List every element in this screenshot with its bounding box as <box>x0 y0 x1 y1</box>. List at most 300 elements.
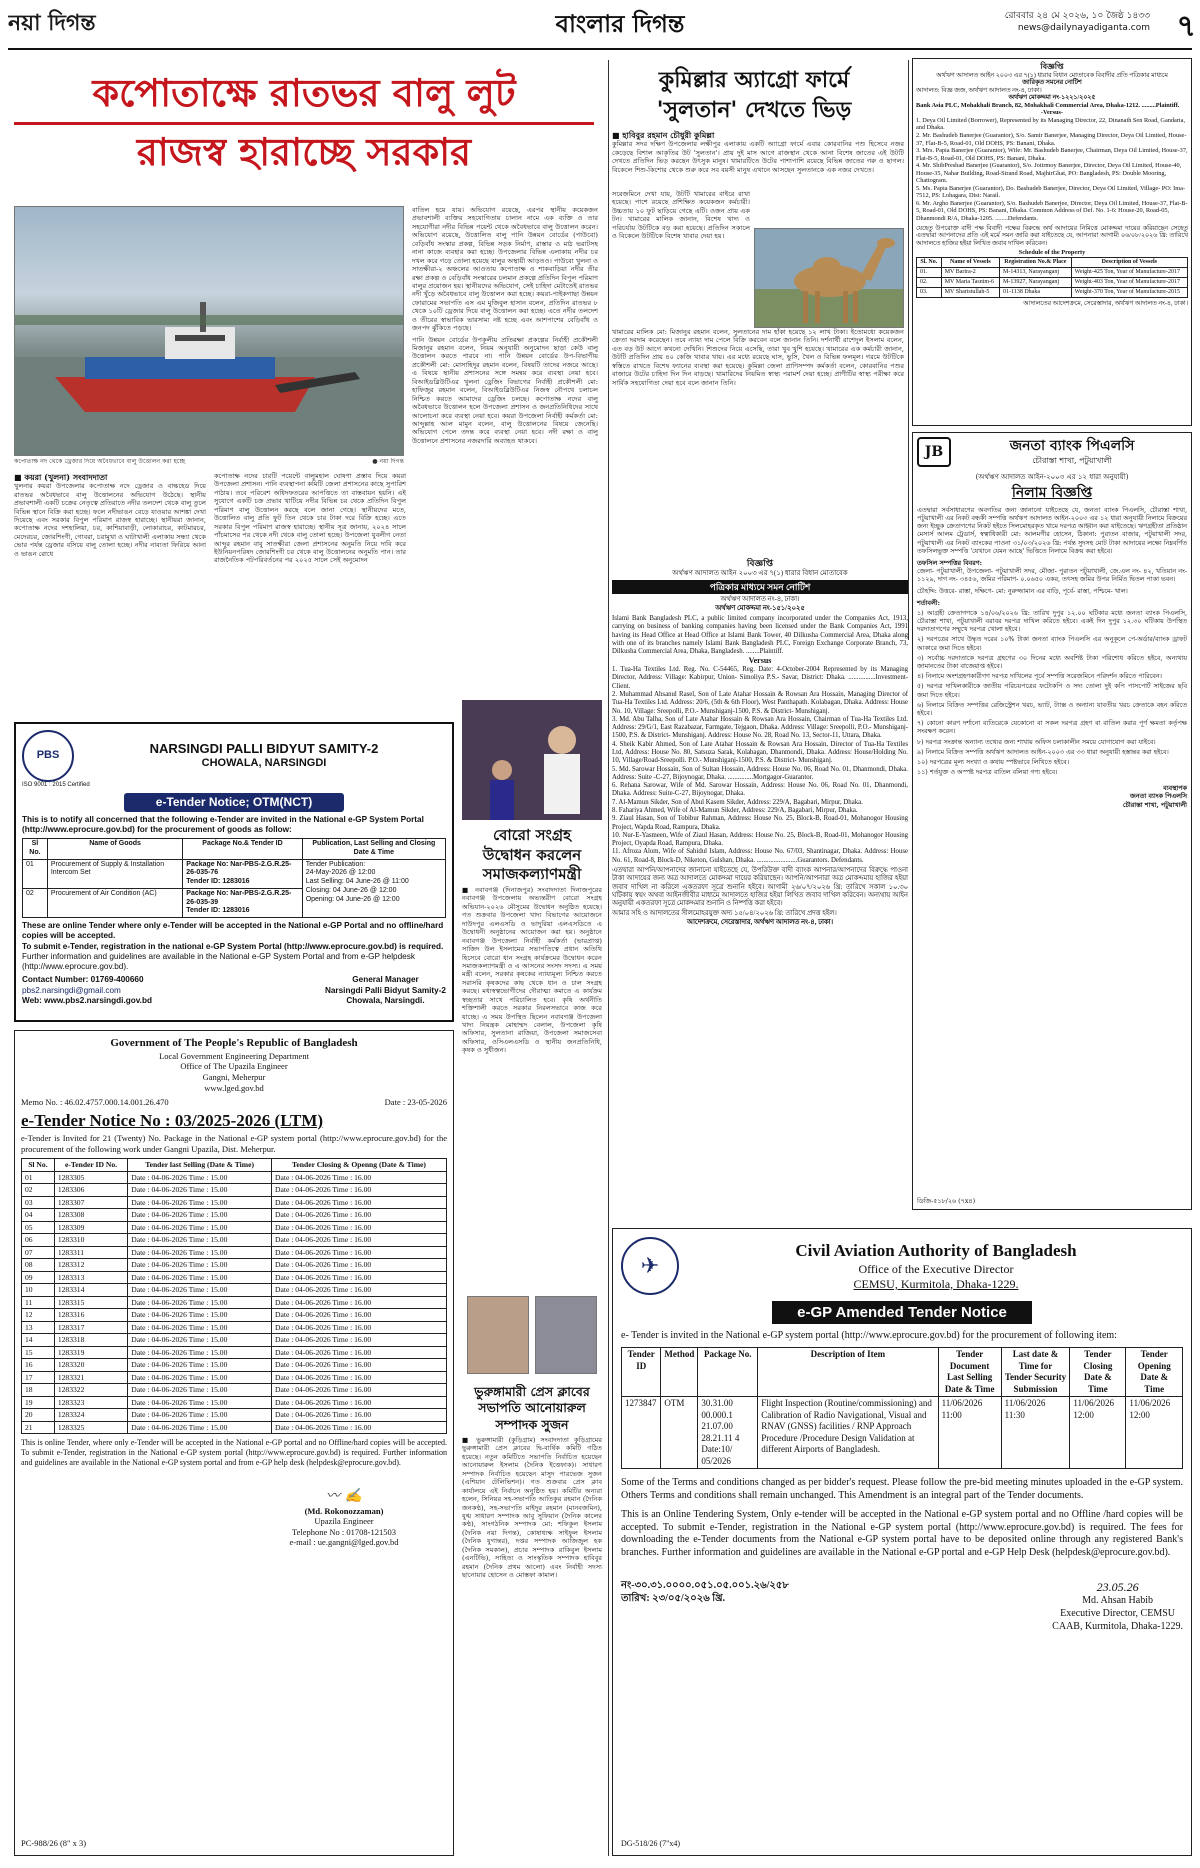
janata-sign-2: জনতা ব্যাংক পিএলসি <box>1130 792 1187 801</box>
tender-id: Tender ID: 1283016 <box>186 878 250 885</box>
table-cell: 1283307 <box>54 1196 127 1208</box>
narsingdi-web[interactable]: Web: www.pbs2.narsingdi.gov.bd <box>22 995 152 1005</box>
table-row <box>22 1209 447 1221</box>
lged-date: Date : 23-05-2026 <box>384 1097 447 1108</box>
narsingdi-sign-3: Chowala, Narsingdi. <box>346 995 425 1005</box>
schedule-row <box>917 267 1188 277</box>
caption-text: কপোতাক্ষ নদ থেকে ড্রেজার দিয়ে অবৈধভাবে বালু উত্তোলন করা হচ্ছে <box>14 458 186 465</box>
narsingdi-sign-1: General Manager <box>352 975 419 985</box>
janata-heading <box>957 438 1187 466</box>
table-row <box>22 1246 447 1258</box>
masthead-rule <box>8 48 1192 50</box>
table-cell: 1283317 <box>54 1321 127 1333</box>
lged-email[interactable]: e-mail : ue.gangni@lged.gov.bd <box>289 1537 399 1548</box>
defendant-entry: 11. Afroza Alom, Wife of Sahidul Islam, Address: House No. 67/03, Shantinagar, Dhaka. Address: House No. 61, Road-8, Block-D, Niketon, Gulshan, Dhaka. ........................Guarantors. Defendants. <box>612 848 908 864</box>
table-cell: Date : 04-06-2026 Time : 16.00 <box>272 1234 447 1246</box>
table-cell: 1283305 <box>54 1171 127 1183</box>
table-cell: Date : 04-06-2026 Time : 16.00 <box>272 1271 447 1283</box>
table-cell: Date : 04-06-2026 Time : 16.00 <box>272 1309 447 1321</box>
janata-term: ৯) নিলামে বিক্রিত সম্পত্তি অর্থঋণ আদালত আইন-২০০৩ এর ৩৩ ধারা অনুযায়ী হস্তান্তর করা হইবে। <box>917 747 1169 756</box>
caab-table <box>621 1347 1183 1469</box>
narsingdi-tender <box>14 722 454 1022</box>
tender-sl: 02 <box>23 888 48 917</box>
table-cell: 21 <box>22 1421 55 1433</box>
table-cell: 07 <box>22 1246 55 1258</box>
schedule-header: Registration No.& Place <box>1000 257 1072 267</box>
table-cell: 09 <box>22 1271 55 1283</box>
table-cell: Date : 04-06-2026 Time : 15.00 <box>128 1221 272 1233</box>
table-cell: Date : 04-06-2026 Time : 15.00 <box>128 1421 272 1433</box>
boro-headline-2: উদ্বোধন করলেন <box>482 845 582 864</box>
press-photo-president <box>467 1296 529 1374</box>
table-cell: 20 <box>22 1409 55 1421</box>
schedule-row <box>917 278 1188 288</box>
table-cell: 02 <box>22 1184 55 1196</box>
table-cell: 1283321 <box>54 1371 127 1383</box>
caab-header: Tender Closing Date & Time <box>1070 1347 1126 1396</box>
defendant-entry: 2. Muhammad Ahsanul Rasel, Son of Late Atahar Hossain & Rowsan Ara Hossain, Managing Director of Tua-Ha Textiles Ltd. Address: 20/6, (5th & 6th Floor), West Panthapath. Kolabagan, Dhaka. Address: House No. 10, Village: Sreepolli, P.O.- Munshiganj-1500, P.S. & District- Munshiganj. <box>612 691 908 715</box>
summons-plaintiff: Islami Bank Bangladesh PLC, a public limited company incorporated under the Companies Act, 1913, carrying on business of banking companies having been licensed under the Bank Companies Act, 1991 having its Head Office at Head Office at Islami Bank Tower, 40 Dilkusha Commercial Area, Dhaka along with one of its branches namely Islami Bank Bangladesh PLC, Foreign Exchange Corporate Branch, 73, Dilkusha Commercial Area, Dhaka, Bangladesh. ........Plaintiff. <box>612 615 908 656</box>
table-row <box>22 1184 447 1196</box>
table-cell: Date : 04-06-2026 Time : 15.00 <box>128 1396 272 1408</box>
table-cell: 1283306 <box>54 1184 127 1196</box>
caab-logo-icon: ✈ <box>621 1237 679 1295</box>
narsingdi-notice: e-Tender Notice; OTM(NCT) <box>124 793 344 812</box>
janata-term: ৫) দরপত্র দাখিলকারীকে জাতীয় পরিচয়পত্রের ফটোকপি ও সদ্য তোলা দুই কপি পাসপোর্ট সাইজের ছবি জমা দিতে হইবে। <box>917 682 1187 699</box>
tender-date-line: Opening: 04 June-26 @ 12:00 <box>305 895 400 903</box>
lged-web[interactable]: www.lged.gov.bd <box>204 1082 264 1093</box>
table-row <box>22 1346 447 1358</box>
narsingdi-footer <box>22 975 446 1006</box>
table-cell: Date : 04-06-2026 Time : 16.00 <box>272 1409 447 1421</box>
lged-title-3: Office of The Upazila Engineer <box>180 1061 288 1072</box>
table-cell: Date : 04-06-2026 Time : 16.00 <box>272 1171 447 1183</box>
schedule-cell: M-13927, Narayanganj <box>1000 278 1072 288</box>
tender-goods: Procurement of Supply & Installation Intercom Set <box>47 859 182 888</box>
table-cell: Date : 04-06-2026 Time : 15.00 <box>128 1259 272 1271</box>
table-row <box>22 1371 447 1383</box>
tender-goods: Procurement of Air Condition (AC) <box>47 888 182 917</box>
masthead-date: রোববার ২৪ মে ২০২৬, ১০ জৈষ্ঠ ১৪৩৩ <box>1004 11 1150 21</box>
table-cell: 1283309 <box>54 1221 127 1233</box>
summons-note: এতদ্বারা আপনি/আপনাদের জানানো যাইতেছে যে, উপরিউক্ত বাদী ব্যাংক আপনার/আপনাদের বিরুদ্ধে পাওনা টাকা আদায়ের জন্য অত্র আদালতে মোকদ্দমা দায়ের করিয়াছেন। আপনি/আপনারা অত্র মোকদ্দমায় হাজির হইয়া জবাব দাখিল না করিলে একতরফা সূত্রে শুনানি হইবে। আগামী ২৬/০৭/২০২৬ খ্রি: তারিখে সকাল ১০.৩০ ঘটিকায় স্বয়ং অথবা আইনজীবীর মাধ্যমে আদালতে হাজির হইয়া লিখিত জবাব দাখিল করিবেন। অন্যথায় আইন অনুযায়ী একতরফা সূত্রে মোকদ্দমার শুনানি ও নিষ্পত্তি করা হইবে। <box>612 866 908 908</box>
lged-notice: e-Tender Notice No : 03/2025-2026 (LTM) <box>21 1110 324 1130</box>
table-cell: 11 <box>22 1296 55 1308</box>
table-cell: Date : 04-06-2026 Time : 15.00 <box>128 1334 272 1346</box>
press-headline-2: সভাপতি আনোয়ারুল <box>478 1400 586 1416</box>
caab-note-2: This is an Online Tendering System, Only e-tender will be accepted in the National e-GP system portal and no Offline /hard copies will be accepted. To submit e-Tender, registration in the National e-GP system portal (http://www.eprocure.gov.bd) is required. The fees for downloading the e-Tender documents from the National e-GP system portal have to be deposited online through any registered Bank's branches. Further information and guidelines are available in the National e-GP portal and e-GP Help Desk (helpdesk@eprocure.gov.bd). <box>621 1508 1183 1559</box>
table-cell: 1283310 <box>54 1234 127 1246</box>
boro-headline-3: সমাজকল্যাণমন্ত্রী <box>482 865 582 883</box>
lead-column-1 <box>14 472 206 716</box>
schedule-cell: MV Barira-2 <box>941 267 999 277</box>
table-cell: 1283315 <box>54 1296 127 1308</box>
tender-header: Sl No. <box>23 839 48 860</box>
janata-term: ২) দরপত্রের সাথে উদ্ধৃত দরের ১০% টাকা জনতা ব্যাংক পিএলসি এর অনুকূলে পে-অর্ডার/ব্যাংক ড্রাফট আকারে জমা দিতে হইবে। <box>917 635 1187 652</box>
table-cell: 10 <box>22 1284 55 1296</box>
janata-term: ১০) দরপত্রের মূল্য সংখ্যা ও কথায় স্পষ্টভাবে লিখিতে হইবে। <box>917 757 1069 766</box>
camel-intro <box>612 130 904 186</box>
table-row <box>22 1421 447 1433</box>
camel-photo <box>754 228 904 328</box>
narsingdi-email[interactable]: pbs2.narsingdi@gmail.com <box>22 985 121 995</box>
table-cell: Date : 04-06-2026 Time : 15.00 <box>128 1184 272 1196</box>
janata-header <box>917 437 1187 467</box>
page-number: ৭ <box>1176 9 1196 44</box>
table-row <box>22 1296 447 1308</box>
lged-header: Tender last Selling (Date & Time) <box>128 1159 272 1171</box>
table-cell: 14 <box>22 1334 55 1346</box>
bankasia-note: যেহেতু উপরোক্ত বাদী পক্ষ বিবাদী পক্ষের বিরুদ্ধে অর্থ আদায়ের নিমিত্তে মোকদ্দমা দায়ের করিয়াছেন সেহেতু এতদ্বারা আপনাদের প্রতি এই মর্মে সমন জারি করা যাইতেছে যে, আপনারা আগামী ০৬/০৮/২০২৬ খ্রি: তারিখে আদালতে হাজির হইয়া লিখিত জবাব দাখিল করিবেন। <box>916 224 1188 247</box>
caab-sign-title: Executive Director, CEMSU <box>1060 1608 1176 1620</box>
table-cell: 04 <box>22 1209 55 1221</box>
lead-column-3 <box>412 206 598 716</box>
janata-schedule-head: তফসিল সম্পত্তির বিবরণ: <box>917 558 982 567</box>
table-row <box>22 1334 447 1346</box>
caab-cell: 11/06/2026 12:00 <box>1070 1397 1126 1469</box>
lged-signature-scribble: 〰 ✍ <box>326 1488 362 1505</box>
table-cell: 13 <box>22 1321 55 1333</box>
boro-body: ■ নবাবগঞ্জ (দিনাজপুর) সংবাদদাতা দিনাজপুরের নবাবগঞ্জ উপজেলায় অভ্যন্তরীণ বোরো সংগ্রহ অভিযান-২০২৬ মৌসুমের উদ্বোধন অনুষ্ঠিত হয়েছে। গত শুক্রবার উপজেলা খাদ্য বিভাগের আয়োজনে দাউদপুর এলএসডি ও ভাদুরিয়া এলএসডিতে এ উদ্বোধনী অনুষ্ঠানের আয়োজন করা হয়। অনুষ্ঠানে নবাবগঞ্জ উপজেলা নির্বাহী কর্মকর্তা (ভারপ্রাপ্ত) সাজিদ উল ইসলামের সভাপতিত্বে প্রধান অতিথি হিসেবে বোরো ধান সংগ্রহ কার্যক্রমের উদ্বোধন করেন সমাজকল্যাণমন্ত্রী ও এ আসনের সংসদ সদস্য। এ সময় মন্ত্রী বলেন, সরকার কৃষকের ন্যায্যমূল্য নিশ্চিত করতে সরাসরি কৃষকদের কাছ থেকে ধান ও চাল সংগ্রহ করছে। মধ্যস্বত্বভোগীদের দৌরাত্ম্য কমাতে এ কার্যক্রম স্বচ্ছতার সাথে পরিচালিত হবে। কৃষি অর্থনীতি শক্তিশালী করতে সরকার নিরলসভাবে কাজ করে যাচ্ছে। এ সময় উপস্থিত ছিলেন নবাবগঞ্জ উপজেলা খাদ্য নিয়ন্ত্রক মোহাম্মদ বেলাল, উপজেলা কৃষি অফিসার, সুলতানা রাজিয়া, উপজেলা সমাজসেবা অফিসার, ওসিএলএসডি ও স্থানীয় জনপ্রতিনিধি, কৃষক ও সুধীজন। <box>462 886 602 1055</box>
table-cell: 17 <box>22 1371 55 1383</box>
table-cell: Date : 04-06-2026 Time : 16.00 <box>272 1184 447 1196</box>
boro-headline[interactable] <box>462 826 602 885</box>
package-no: Package No: Nar-PBS-2.G.R.25-26-035-39 <box>186 889 292 906</box>
lead-column-2: কপোতাক্ষ নদের চারটি পয়েন্টে বালুমহাল ঘোষণা প্রস্তাব দিয়ে কয়রা উপজেলা প্রশাসন। পানি ব্যবস্থাপনা কমিটি জেলা প্রশাসনের কাছে সুপারিশ পাঠায়। তবে পরিবেশ অধিদফতরের আপত্তিতে তা বাস্তবায়ন হয়নি। এই সুযোগে একটি চক্র প্রভাব খাটিয়ে নদীর বিভিন্ন চর থেকে প্রতিদিন বিপুল পরিমাণ বালু উত্তোলন করছে বলে জানা গেছে। স্থানীয়দের মতে, উত্তোলিত বালু প্রতি ফুট তিন থেকে চার টাকা দরে বিক্রি হচ্ছে। এতে সরকার বিপুল পরিমাণ রাজস্ব হারাচ্ছে। স্থানীয় সূত্র জানায়, ২০২৪ সালে পাঁচমাসের পর থেকে নদী থেকে বালু তোলা হচ্ছে। উপজেলা যুবলীগ নেতা আব্দুর রহমান বাবু সাতক্ষীরা জেলা প্রশাসনের অনুমতি নিয়ে দাবি করে ইউনিয়নপরিষদ জোরশিংগী চর থেকে বালু উত্তোলনের অনুমতি পান। তার রাজনৈতিক পটপরিবর্তনের পর ২০২৫ সালে সেই অনুমোদন <box>214 472 406 565</box>
lged-header: Sl No. <box>22 1159 55 1171</box>
defendant-entry: 4. Sheik Kabir Ahmed, Son of Late Atahar Hossain & Rowsan Ara Hossain, Director of Tua-Ha Textiles Ltd, Address: House No. 80, Satsuza Sarak, Kolabagan, Dhanmondi, Dhaka. Address: House/Holding No. 10, Village/Road-Sreepolli. P.O.- Munshiganj-1500, P.S. & District- Munshiganj. <box>612 740 908 765</box>
schedule-cell: Weight-425 Ton, Year of Manufacture-2017 <box>1071 267 1187 277</box>
janata-auction <box>912 432 1192 1210</box>
janata-title: নিলাম বিজ্ঞপ্তি <box>1011 484 1093 501</box>
schedule-cell: MV Sharistullah-5 <box>941 288 999 298</box>
lged-header: Tender Closing & Openng (Date & Time) <box>272 1159 447 1171</box>
press-photo-secretary <box>535 1296 597 1374</box>
camel-body-3: খামারের মালিক মো: মিজানুর রহমান বলেন, সুলতানের দাম হাঁকা হয়েছে ১২ লাখ টাকা। ইতোমধ্যে কয়েকজন ক্রেতা দরদাম করেছেন। তবে ন্যায্য দাম পেলে বিক্রি করবেন বলে জানান তিনি। দর্শনার্থী রাশেদুল ইসলাম বলেন, এত বড় উট আগে কখনো দেখিনি। শিশুদের নিয়ে এসেছি, তারা খুব খুশি হয়েছে। খামারের এক কর্মচারী জানান, উটটি প্রতিদিন প্রায় ৪০ কেজি খাবার খায়। এর মধ্যে রয়েছে ঘাস, ভুসি, খৈল ও বিভিন্ন ফলমূল। গরমে উটটিকে স্বস্তিতে রাখতে বিশেষ ফ্যানের ব্যবস্থা করা হয়েছে। কুমিল্লা জেলা প্রাণিসম্পদ কর্মকর্তা বলেন, কোরবানির পশুর বাজারে উটের চাহিদা দিন দিন বাড়ছে। খামারিদের নিয়মিত স্বাস্থ্য পরামর্শ দেয়া হচ্ছে। প্রাণীটির স্বাস্থ্য পরীক্ষা করে সার্বিক সহযোগিতা দেয়া হবে বলে জানান তিনি। <box>612 328 904 387</box>
boro-photo <box>462 700 602 820</box>
lead-headline[interactable] <box>14 66 594 179</box>
narsingdi-intro: This is to notify all concerned that the following e-Tender are invited in the National e-GP System Portal (http://www.eprocure.gov.bd) for the procurement of goods as follow: <box>22 814 424 834</box>
bankasia-schedule-table <box>916 257 1188 299</box>
masthead-email[interactable]: news@dailynayadiganta.com <box>1017 23 1150 33</box>
caab-memo-block <box>621 1580 789 1634</box>
defendant-entry: 5. Ms. Papia Banerjee (Guarantor), Do. Bashudeb Banerjee, Director, Deya Oil Limited, Village- PO: Ima-7512, PS: Lohagara, Dist: Narail. <box>916 184 1186 200</box>
janata-branch: চৌরাস্তা শাখা, পটুয়াখালী <box>1032 455 1112 465</box>
table-cell: Date : 04-06-2026 Time : 15.00 <box>128 1309 272 1321</box>
boro-headline-1: বোরো সংগ্রহ <box>492 826 572 844</box>
table-cell: 1283323 <box>54 1396 127 1408</box>
caab-cell: 11/06/2026 11:00 <box>938 1397 1001 1469</box>
lged-sign-name: (Md. Rokonozzaman) <box>304 1505 384 1516</box>
caab-header <box>621 1237 1183 1295</box>
bankasia-court: আদালত: বিজ্ঞ জজ, অর্থঋণ আদালত নং-৪, ঢাকা। <box>916 86 1042 94</box>
summons-act: অর্থঋণ আদালত আইন ২০০৩ এর ৭(১) ধারার বিধান মোতাবেক <box>672 568 848 577</box>
schedule-cell: 03. <box>917 288 942 298</box>
lead-headline-line-2: রাজস্ব হারাচ্ছে সরকার <box>136 128 472 174</box>
janata-logo-icon: JB <box>917 437 951 467</box>
caab-cell: 11/06/2026 11:30 <box>1001 1397 1070 1469</box>
table-cell: Date : 04-06-2026 Time : 16.00 <box>272 1359 447 1371</box>
table-cell: 18 <box>22 1384 55 1396</box>
caab-titles <box>689 1240 1183 1292</box>
narsingdi-sign-2: Narsingdi Palli Bidyut Samity-2 <box>324 985 446 995</box>
table-cell: 03 <box>22 1196 55 1208</box>
caab-cell: OTM <box>661 1397 698 1469</box>
defendant-entry: 5. Md. Sarowar Hossain, Son of Sultan Hossain, Address: House No. 06, Road No. 01, Dhanmondi, Dhaka. Address: Suite -C-27, Bijoynogar, Dhaka. ...............Mortgagor-Guarantor. <box>612 765 908 781</box>
lead-body-1: খুলনার কয়রা উপজেলার কপোতাক্ষ নদে ড্রেজার ও বাল্কহেড দিয়ে রাতভর অবৈধভাবে বালু উত্তোলনের অভিযোগ উঠেছে। স্থানীয় প্রভাবশালী একটি চক্রের নেতৃত্বে প্রতিরাতে নদীর তলদেশ থেকে বালু তুলে বিভিন্ন স্থানে বিক্রি করা হচ্ছে। ফলে নদীভাঙন বেড়ে যাওয়ার আশঙ্কা দেখা দিয়েছে এবং সরকার বিপুল পরিমাণ রাজস্ব হারাচ্ছে। স্থানীয়রা জানান, কপোতাক্ষ নদের দশহালিয়া, চর, কাশিয়াবাড়ী, লোকারাচর, কাটমারচর, মেদেরচর, জোরশিংগী, গোবরা, চরামুখা ও ঘাটাখালী এলাকায় সন্ধ্যা থেকে ভোর পর্যন্ত ড্রেজার বসিয়ে বালু তোলা হচ্ছে। নদীর নাব্যতা ফিরিয়ে আনা ও ভাঙন রোধে <box>14 482 206 558</box>
bankasia-act: অর্থঋণ আদালত আইন ২০০৩ এর ৭(১) ধারার বিধান মোতাবেক বিবাদীর প্রতি পত্রিকার মাধ্যমে <box>936 71 1168 79</box>
table-cell: Date : 04-06-2026 Time : 16.00 <box>272 1346 447 1358</box>
table-row <box>22 1234 447 1246</box>
press-headline-1: ভুরুঙ্গামারী প্রেস ক্লাবের <box>474 1384 590 1399</box>
caab-ref: DG-518/26 (7"x4) <box>621 1838 681 1848</box>
table-cell: Date : 04-06-2026 Time : 15.00 <box>128 1384 272 1396</box>
table-cell: 1283324 <box>54 1409 127 1421</box>
caab-cell: 11/06/2026 12:00 <box>1126 1397 1183 1469</box>
logo-text: নয়া দিগন্ত <box>8 11 96 36</box>
lged-note: This is online Tender, where only e-Tender will be accepted in the National e-GP portal and no Offline/hard copies will be accepted. To submit e-Tender, registration in the National e-GP system portal (http://www.eprocure.gov.bd) is required. Further information and guidelines are available in the National e-GP system portal and from e-GP help desk (helpdesk@eprocure.gov.bd). <box>21 1438 447 1468</box>
table-cell: Date : 04-06-2026 Time : 16.00 <box>272 1371 447 1383</box>
table-cell: Date : 04-06-2026 Time : 16.00 <box>272 1246 447 1258</box>
caab-header: Description of Item <box>758 1347 938 1396</box>
narsingdi-note-1: These are online Tender where only e-Tender will be accepted in the National e-GP Portal and no offline/hard copies will be accepted. <box>22 921 444 941</box>
lged-title-4: Gangni, Meherpur <box>202 1072 266 1082</box>
table-cell: 1283318 <box>54 1334 127 1346</box>
table-row <box>22 1359 447 1371</box>
table-row <box>22 1409 447 1421</box>
table-row <box>22 1309 447 1321</box>
tender-date-line: Closing: 04 June-26 @ 12:00 <box>305 886 397 894</box>
caab-notice: e-GP Amended Tender Notice <box>772 1301 1032 1324</box>
lged-sign-title: Upazila Engineer <box>314 1516 374 1527</box>
table-cell: 19 <box>22 1396 55 1408</box>
caab-note-1: Some of the Terms and conditions changed as per bidder's request. Please follow the pre-bid meeting minutes uploaded in the e-GP system. Others Terms and conditions shall remain unchanged. This Amendment is an integral part of the Tender documents. <box>621 1477 1183 1501</box>
ship-illustration <box>15 207 404 456</box>
tender-header: Publication, Last Selling and Closing Date & Time <box>302 839 445 860</box>
lged-title-2: Local Government Engineering Department <box>159 1050 309 1061</box>
schedule-header: Name of Vessels <box>941 257 999 267</box>
caab-header: Method <box>661 1347 698 1396</box>
bankasia-title: জারিকৃত সমনের নোটিশ <box>1022 79 1082 87</box>
janata-term: ৬) নিলামে বিক্রিত সম্পত্তির রেজিস্ট্রেশন খরচ, ভ্যাট, ট্যাক্স ও অন্যান্য যাবতীয় খরচ ক্রেতাকে বহন করিতে হইবে। <box>917 700 1187 717</box>
schedule-cell: 01-1138 Dhaka <box>1000 288 1072 298</box>
janata-terms <box>917 609 1187 776</box>
caab-tender <box>612 1228 1192 1856</box>
table-cell: Date : 04-06-2026 Time : 15.00 <box>128 1296 272 1308</box>
table-cell: 15 <box>22 1346 55 1358</box>
lged-memo: Memo No. : 46.02.4757.000.14.001.26.470 <box>21 1097 169 1108</box>
press-headline[interactable] <box>462 1384 602 1433</box>
table-cell: 16 <box>22 1359 55 1371</box>
defendant-entry: 10. Nur-E-Yasmeen, Wife of Ziaul Hasan, Address: House No. 25, Block-B, Road-01, Mohanogor Housing Project, Oyapda Road, Rampura, Dhaka. <box>612 831 908 848</box>
lged-table <box>21 1158 447 1434</box>
table-row <box>22 1259 447 1271</box>
narsingdi-title-2: CHOWALA, NARSINGDI <box>201 757 327 770</box>
table-cell: 08 <box>22 1259 55 1271</box>
table-row <box>22 1271 447 1283</box>
table-cell: Date : 04-06-2026 Time : 16.00 <box>272 1284 447 1296</box>
table-cell: 05 <box>22 1221 55 1233</box>
bankasia-plaintiff: Bank Asia PLC, Mohakhali Branch, 82, Mohakhali Commercial Area, Dhaka-1212. .........Plaintiff. <box>916 101 1180 109</box>
caab-title-3: CEMSU, Kurmitola, Dhaka-1229. <box>853 1276 1019 1291</box>
lead-photo-caption <box>14 458 404 466</box>
boro-photo-illustration <box>462 700 602 820</box>
schedule-cell: M-14313, Narayanganj <box>1000 267 1072 277</box>
schedule-cell: 01. <box>917 267 942 277</box>
schedule-header: Description of Vessels <box>1071 257 1187 267</box>
islami-bank-summons <box>612 558 908 1214</box>
janata-term: ৪) নিলামে অংশগ্রহণকারীগণ দরপত্র দাখিলের পূর্বে সম্পত্তি সরেজমিনে পরিদর্শন করিতে পারিবেন। <box>917 672 1162 681</box>
bankasia-schedule-title: Schedule of the Property <box>1018 249 1086 257</box>
press-body: ■ ভুরুঙ্গামারী (কুড়িগ্রাম) সংবাদদাতা কুড়িগ্রামের ভুরুঙ্গামারী প্রেস ক্লাবের দ্বি-বার্ষিক কমিটি গঠিত হয়েছে। নতুন কমিটিতে সভাপতি নির্বাচিত হয়েছেন আনোয়ারুল ইসলাম (দৈনিক ইত্তেফাক)। সাধারণ সম্পাদক নির্বাচিত হয়েছেন মাসুদ পারভেজ সুজন (এশিয়ান টেলিভিশন)। গত শুক্রবার প্রেস ক্লাব কার্যালয়ে এই নির্বাচন অনুষ্ঠিত হয়। কমিটির অন্যরা হলেন, সিনিয়র সহ-সভাপতি আতিকুর রহমান (দৈনিক জনকণ্ঠ), সহ-সভাপতি মাইদুর রহমান (মানবজমিন), যুগ্ম সাধারণ সম্পাদক আবু সুফিয়ান (দৈনিক কালের কণ্ঠ), সাংগঠনিক সম্পাদক মো: শফিকুল ইসলাম (দৈনিক নয়া দিগন্ত), কোষাধ্যক্ষ সাইফুল ইসলাম (দৈনিক যুগান্তর), দপ্তর সম্পাদক আজিজুল হক (দৈনিক সমকাল), প্রচার সম্পাদক রাকিবুল ইসলাম (এনটিভি), সাহিত্য ও সাংস্কৃতিক সম্পাদক হাবিবুর রহমান (দৈনিক প্রথম আলো) এবং নির্বাহী সদস্য ছানোয়ার হোসেন ও মোস্তফা কামাল। <box>462 1436 602 1579</box>
caab-sign-name: Md. Ahsan Habib <box>1082 1595 1153 1607</box>
caab-cell: Flight Inspection (Routine/commissioning) and Calibration of Radio Navigational, Visual and RNAV (GNSS) facilities / RNP Approach Procedure /Procedure Design Validation at different Airports of Bangladesh. <box>758 1397 938 1469</box>
section-title: বাংলার দিগন্ত <box>555 9 685 38</box>
schedule-cell: 02. <box>917 278 942 288</box>
janata-term: ৮) দরপত্র সংক্রান্ত অন্যান্য তথ্যের জন্য শাখায় অফিস চলাকালীন সময়ে যোগাযোগ করা যাইবে। <box>917 737 1156 746</box>
defendant-entry: 6. Mr. Argho Banerjee (Guarantor), S/o. Bashudeb Banerjee, Director, Deya Oil Limited, House-37, Flat-B-5, Road-01, Old DOHS, PS: Banani, Dhaka. Common Address of Def. No. 1-6: House-20, Road-05, Dhanmondi R/A, Dhaka-1205. ........Defendants. <box>916 199 1188 222</box>
table-cell: Date : 04-06-2026 Time : 16.00 <box>272 1259 447 1271</box>
lged-header: e-Tender ID No. <box>54 1159 127 1171</box>
narsingdi-header <box>22 730 446 782</box>
lged-signature <box>241 1488 447 1548</box>
bankasia-sign: আদালতের আদেশক্রমে, সেরেস্তাদার, অর্থঋণ আদালত নং-৪, ঢাকা। <box>1023 300 1188 308</box>
lged-title-1: Government of The People's Republic of Bangladesh <box>110 1037 358 1049</box>
janata-sign-3: চৌরাস্তা শাখা, পটুয়াখালী <box>1122 800 1187 809</box>
tender-dates <box>302 859 445 918</box>
table-cell: 1283322 <box>54 1384 127 1396</box>
masthead-logo <box>8 6 158 40</box>
table-cell: Date : 04-06-2026 Time : 16.00 <box>272 1196 447 1208</box>
camel-headline-line-2: 'সুলতান' দেখতে ভিড় <box>656 96 852 123</box>
caab-header: Tender Document Last Selling Date & Time <box>938 1347 1001 1396</box>
caab-cell: 1273847 <box>622 1397 661 1469</box>
tender-package <box>183 859 302 888</box>
defendant-entry: 3. Md. Abu Talha, Son of Late Atahar Hossain & Rowsan Ara Hossain, Chairman of Tua-Ha Textiles Ltd. Address: 29/G/1, East Razabazar, Farmgate, Tejgaon, Dhaka. Address: Village: Sreepolli, P.O.- Munshiganj-1500, P.S. & District- Munshiganj. Address: House No. 28, Road No. 13, Sector-11, Uttara, Dhaka. <box>612 715 908 740</box>
bankasia-defendants <box>916 117 1188 223</box>
press-headline-3: সম্পাদক সুজন <box>495 1416 569 1432</box>
caab-footer <box>621 1580 1183 1634</box>
table-row <box>22 1196 447 1208</box>
camel-headline[interactable] <box>604 66 904 125</box>
table-row <box>22 1221 447 1233</box>
summons-case: অর্থঋণ মোকদ্দমা নং-১৫১/২০২৫ <box>715 604 805 612</box>
table-cell: Date : 04-06-2026 Time : 16.00 <box>272 1321 447 1333</box>
janata-term: ১১) শর্তযুক্ত ও অস্পষ্ট দরপত্র বাতিল বলিয়া গণ্য হইবে। <box>917 768 1058 777</box>
table-cell: 1283308 <box>54 1209 127 1221</box>
table-cell: 1283313 <box>54 1271 127 1283</box>
tender-date-line: 24-May-2026 @ 12:00 <box>305 869 376 877</box>
table-cell: 01 <box>22 1171 55 1183</box>
caab-header: Last date & Time for Tender Security Submission <box>1001 1347 1070 1396</box>
lged-memo-row <box>21 1097 447 1108</box>
table-cell: 1283320 <box>54 1359 127 1371</box>
defendant-entry: 7. Al-Mamun Sikder, Son of Abul Kasem Sikder, Address: 229/A, Bagabari, Mirpur, Dhaka. <box>612 798 863 806</box>
narsingdi-phone: Contact Number: 01769-400660 <box>22 975 144 985</box>
janata-terms-title: শর্তাবলী: <box>917 598 940 607</box>
lead-body-3: বাতিল হয়ে যায়। অভিযোগ রয়েছে, এরপর স্থানীয় কয়েকজন প্রভাবশালী ব্যক্তির সহযোগিতায় চালান নামে এক ব্যক্তি ও তার সহযোগীরা নদীর বিভিন্ন পয়েন্ট থেকে অবৈধভাবে বালু উত্তোলন করেন। অভিযোগ রয়েছে, উত্তোলিত বালু পানি উন্নয়ন বোর্ডের (পাউবো) বেড়িবাঁধ সংস্কার প্রকল্প, বিভিন্ন সড়ক নির্মাণ, রাস্তার ও মাঠ ভরাটসহ নানা কাজে ব্যবহার করা হচ্ছে। উপজেলার বিভিন্ন এলাকায় নদীর চর দখল করে গড়ে তোলা হয়েছে বালুর অস্থায়ী আড়তও। পাউবো খুলনা ও সাতক্ষীরা-২ অঞ্চলের আওতায় কপোতাক্ষ ও শাকবাড়িয়া নদীর তীর রক্ষা প্রকল্প ও বেড়িবাঁধ সংস্কারের চলমান প্রকল্পে প্রতিদিন বিপুল পরিমাণ বালুর প্রয়োজন হয়। স্থানীয়দের অভিযোগ, সেই চাহিদা মেটাতেই রাতভর নদী খুঁড়ে অবৈধভাবে বালু উত্তোলন করা হচ্ছে। কয়রা-পাইকগাছা উন্নয়ন ফোরামের সভাপতি এস এম মুজিবুল হাসান বলেন, প্রতিদিন রাতভর ৮ থেকে ১০টি ড্রেজার দিয়ে বালু উত্তোলন করা হচ্ছে। এতে নদীর তলদেশ ও তীরের স্বাভাবিক ভারসাম্য নষ্ট হচ্ছে এবং আশপাশের বেড়িবাঁধ ও জনপদ ঝুঁকিতে পড়ছে। <box>412 206 598 333</box>
table-cell: Date : 04-06-2026 Time : 15.00 <box>128 1246 272 1258</box>
bankasia-case: অর্থঋণ মোকদ্দমা নং-১২২১/২০২৫ <box>1008 94 1096 102</box>
lead-dateline: ■ কয়রা (খুলনা) সংবাদদাতা <box>14 472 108 482</box>
table-cell: Date : 04-06-2026 Time : 16.00 <box>272 1396 447 1408</box>
camel-headline-line-1: কুমিল্লার অ্যাগ্রো ফার্মে <box>658 67 850 93</box>
press-photos <box>462 1296 602 1376</box>
caption-credit: ● নয়া দিগন্ত <box>372 458 404 465</box>
iso-badge: ISO 9001 : 2015 Certified <box>22 782 90 788</box>
table-row <box>22 1384 447 1396</box>
janata-act: (অর্থঋণ আদালত আইন-২০০৩ এর ১২ ধারা অনুযায়ী) <box>975 473 1129 481</box>
defendant-entry: 1. Deya Oil Limited (Borrower), Represented by its Managing Director, 22, Dinanath Sen Road, Gandaria, and Dhaka. <box>916 116 1186 132</box>
tender-header: Name of Goods <box>47 839 182 860</box>
lged-tender <box>14 1030 454 1856</box>
schedule-cell: Weight-403 Ton, Year of Manufacture-2017 <box>1071 278 1187 288</box>
tender-header: Package No.& Tender ID <box>183 839 302 860</box>
lged-phone: Telephone No : 01708-121503 <box>292 1526 396 1537</box>
tender-sl: 01 <box>23 859 48 888</box>
tender-date-line: Last Selling: 04 June-26 @ 11:00 <box>305 878 409 885</box>
summons-court: অর্থঋণ আদালত নং-৪, ঢাকা। <box>720 596 800 604</box>
summons-title: পত্রিকার মাধ্যমে সমন নোটিশ <box>612 580 908 595</box>
lged-intro: e-Tender is Invited for 21 (Twenty) No. Package in the National e-GP system portal (http://www.eprocure.gov.bd) for the procurement of the following work under Gangni Upazila, Dist. Meherpur. <box>21 1133 447 1154</box>
table-cell: Date : 04-06-2026 Time : 15.00 <box>128 1209 272 1221</box>
defendant-entry: 8. Fahariya Ahmed, Wife of Al-Mamun Sikder, Address: 229/A, Bagabari, Mirpur, Dhaka. <box>612 806 858 814</box>
summons-defendants <box>612 666 908 865</box>
narsingdi-signature <box>325 975 446 1006</box>
table-cell: Date : 04-06-2026 Time : 15.00 <box>128 1171 272 1183</box>
masthead-meta <box>860 8 1150 33</box>
narsingdi-contact <box>22 975 152 1006</box>
janata-name: জনতা ব্যাংক পিএলসি <box>1009 437 1135 454</box>
tender-package <box>183 888 302 917</box>
table-row <box>22 1171 447 1183</box>
camel-body-1: কুমিল্লার সদর দক্ষিণ উপজেলার লক্ষীপুর এলাকায় একটি অ্যাগ্রো ফার্মে এবার কোরবানির পশু হিসেবে নজর কেড়েছে বিশাল আকৃতির উট 'সুলতান'। প্রায় দুই মাস আগে রাজস্থান থেকে আনা বিশেষ জাতের এই উটটি দেখতে প্রতিদিন ভিড় করছেন উৎসুক মানুষ। খামারটিতে উটের পাশাপাশি রয়েছে বিভিন্ন জাতের গরু ও ছাগল। বিকেলে শিশু-কিশোর থেকে শুরু করে সব বয়সী মানুষ এখানে আসছেন সুলতানকে এক নজর দেখতে। <box>612 140 904 174</box>
caab-signature <box>1052 1580 1183 1634</box>
table-cell: Date : 04-06-2026 Time : 16.00 <box>272 1421 447 1433</box>
defendant-entry: 4. Mr. ShibPreshad Banerjee (Guarantor), S/o. Jotirmoy Banerjee, Director, Deya Oil Limited, House-40, House-35, Nahar Building, Road-Strand Road, MajhirGhat, PO: Bangladesh, PS: Double Mooring, Chattogram. <box>916 162 1182 185</box>
table-cell: 12 <box>22 1309 55 1321</box>
table-cell: Date : 04-06-2026 Time : 15.00 <box>128 1321 272 1333</box>
caab-memo: নং-৩০.৩১.০০০০.০৫১.০৫.০০১.২৬/২৫৮ <box>621 1579 789 1591</box>
schedule-row <box>917 288 1188 298</box>
table-cell: Date : 04-06-2026 Time : 16.00 <box>272 1221 447 1233</box>
table-cell: Date : 04-06-2026 Time : 15.00 <box>128 1196 272 1208</box>
table-cell: 1283325 <box>54 1421 127 1433</box>
bankasia-summons <box>912 58 1192 426</box>
table-cell: 1283314 <box>54 1284 127 1296</box>
table-cell: Date : 04-06-2026 Time : 15.00 <box>128 1359 272 1371</box>
defendant-entry: 1. Tua-Ha Textiles Ltd. Reg. No. C-54465, Reg. Date: 4-October-2004 Represented by its Managing Director, Address: Village: Kabirpur, Union- Simoliya P.S.- Savar, District: Dhaka. ................Investment-Client. <box>612 666 908 690</box>
tender-row <box>23 859 446 888</box>
janata-term: ১) আগ্রহী ক্রেতাগণকে ১৪/০৬/২০২৬ খ্রি: তারিখ দুপুর ১২.০০ ঘটিকার মধ্যে জনতা ব্যাংক পিএলসি, চৌরাস্তা শাখা, পটুয়াখালী বরাবর দরপত্র দাখিল করিতে হইবে। একই দিন দুপুর ১২.৩০ ঘটিকায় উপস্থিত দরদাতাগণের সম্মুখে দরপত্র খোলা হইবে। <box>917 608 1187 634</box>
janata-term: ৭) কোনো কারণ দর্শানো ব্যতিরেকে যেকোনো বা সকল দরপত্র গ্রহণ বা বাতিল করার পূর্ণ ক্ষমতা কর্তৃপক্ষ সংরক্ষণ করেন। <box>917 719 1187 736</box>
schedule-cell: Weight-370 Ton, Year of Manufacture-2015 <box>1071 288 1187 298</box>
table-row <box>22 1284 447 1296</box>
camel-illustration <box>755 229 904 328</box>
camel-byline: ■ হাবিবুর রহমান চৌধুরী কুমিল্লা <box>612 130 715 140</box>
table-cell: Date : 04-06-2026 Time : 15.00 <box>128 1371 272 1383</box>
caab-sign-org: CAAB, Kurmitola, Dhaka-1229. <box>1052 1620 1183 1632</box>
pbs-logo-icon: PBS <box>22 730 74 782</box>
janata-term: ৩) সর্বোচ্চ দরদাতাকে দরপত্র গ্রহণের ৩০ দিনের মধ্যে অবশিষ্ট টাকা পরিশোধ করিতে হইবে, অন্যথায় জামানতের টাকা বাজেয়াপ্ত হইবে। <box>917 653 1187 671</box>
table-cell: Date : 04-06-2026 Time : 15.00 <box>128 1284 272 1296</box>
table-row <box>22 1396 447 1408</box>
defendant-entry: 2. Mr. Bashudeb Banerjee (Guarantor), S/o. Samir Banerjee, Managing Director, Deya Oil Limited, House-37, Flat-B-5, Road-01, Old DOHS, PS: Banani, Dhaka. <box>916 131 1187 147</box>
narsingdi-table <box>22 838 446 918</box>
table-cell: Date : 04-06-2026 Time : 16.00 <box>272 1296 447 1308</box>
janata-ref: ডিজি-৫১৮/২৬ (৭x৪) <box>917 1196 976 1205</box>
press-photo-pair <box>462 1296 602 1374</box>
